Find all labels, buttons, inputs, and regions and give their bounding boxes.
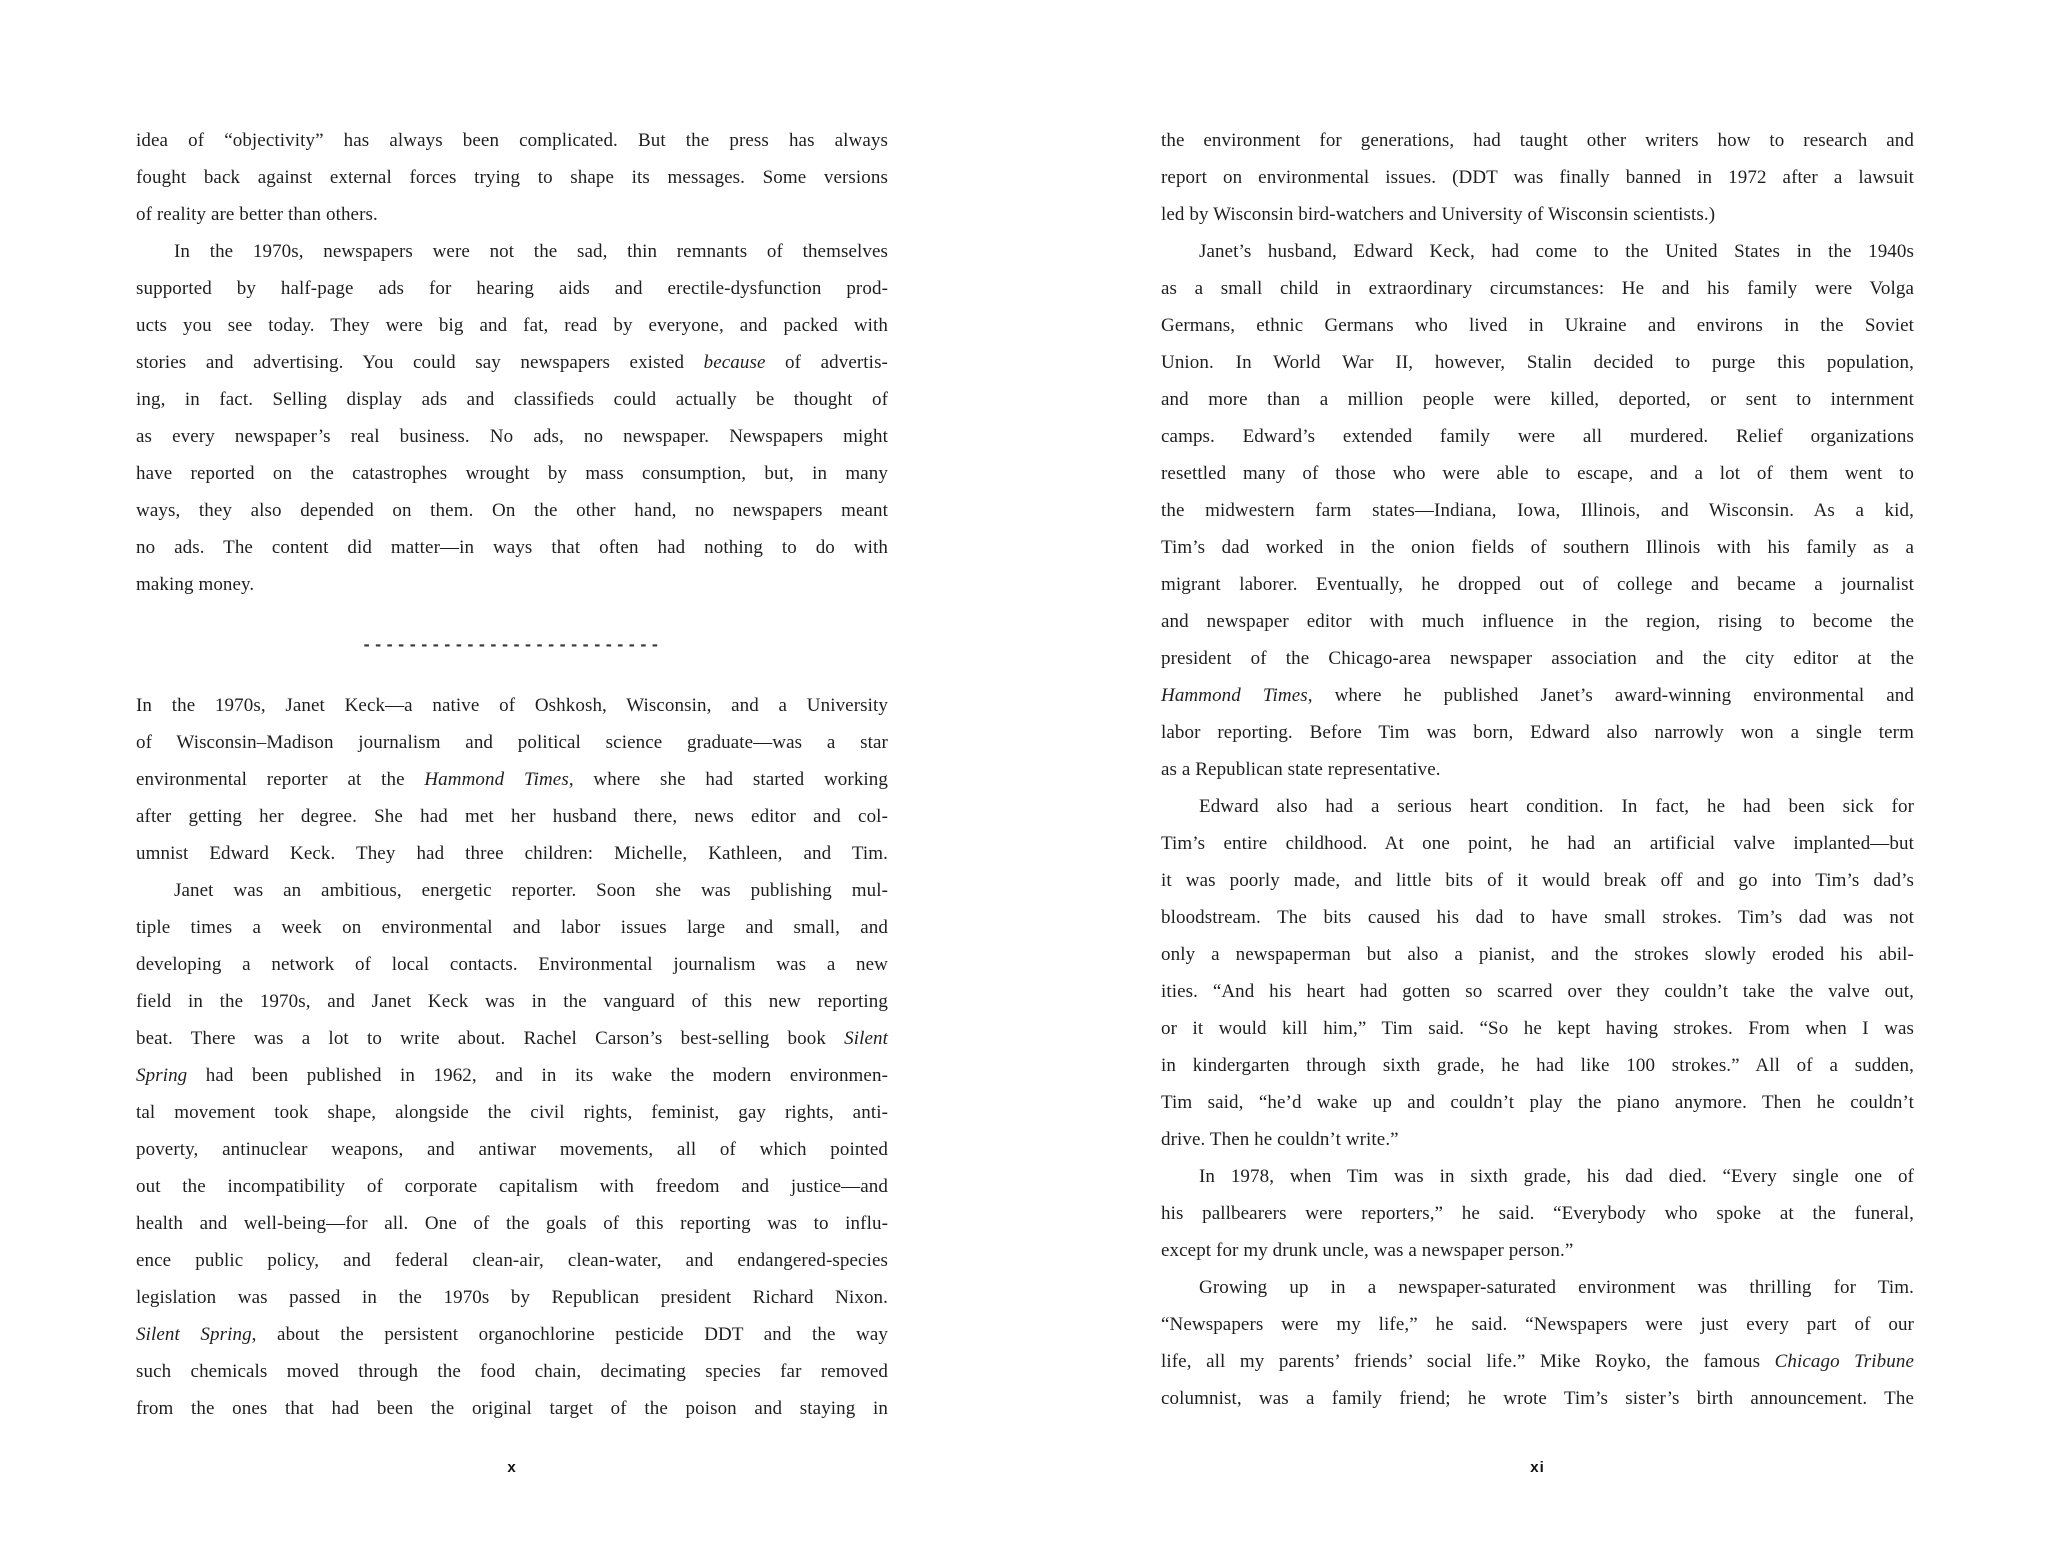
text-line [136, 418, 888, 455]
text-segment: , where he published Janet’s award-winning environmental and [1307, 685, 1915, 706]
text-segment: his pallbearers were reporters,” he said. “Everybody who spoke at the funeral, [1161, 1203, 1914, 1224]
text-segment: legislation was passed in the 1970s by Republican president Richard Nixon. [136, 1287, 888, 1308]
text-line [136, 344, 888, 381]
text-line [136, 687, 888, 724]
text-line [136, 1168, 888, 1205]
text-segment: except for my drunk uncle, was a newspaper person.” [1161, 1240, 1574, 1261]
text-segment: out the incompatibility of corporate capitalism with freedom and justice—and [136, 1176, 888, 1197]
text-line [1161, 714, 1914, 751]
text-line [1161, 1306, 1914, 1343]
text-line [1161, 788, 1914, 825]
paragraph [136, 122, 888, 233]
text-line [1161, 196, 1914, 233]
text-segment: field in the 1970s, and Janet Keck was in the vanguard of this new reporting [136, 991, 888, 1012]
italic-text-segment: Silent [844, 1028, 888, 1049]
text-segment: In the 1970s, Janet Keck—a native of Oshkosh, Wisconsin, and a University [136, 695, 888, 716]
text-segment: umnist Edward Keck. They had three children: Michelle, Kathleen, and Tim. [136, 843, 888, 864]
text-line [136, 1279, 888, 1316]
text-segment: Tim said, “he’d wake up and couldn’t play the piano anymore. Then he couldn’t [1161, 1092, 1914, 1113]
paragraph [136, 872, 888, 1427]
text-line [1161, 1047, 1914, 1084]
text-segment: ucts you see today. They were big and fat, read by everyone, and packed with [136, 315, 888, 336]
text-line [136, 566, 888, 603]
text-line [1161, 455, 1914, 492]
right-page-text-column [1161, 122, 1914, 1417]
text-segment: only a newspaperman but also a pianist, and the strokes slowly eroded his abil- [1161, 944, 1914, 965]
text-line [136, 1057, 888, 1094]
text-segment: life, all my parents’ friends’ social life.” Mike Royko, the famous [1161, 1351, 1775, 1372]
text-line [1161, 381, 1914, 418]
text-line [136, 270, 888, 307]
text-segment: president of the Chicago-area newspaper association and the city editor at the [1161, 648, 1914, 669]
text-segment: Tim’s dad worked in the onion fields of southern Illinois with his family as a [1161, 537, 1914, 558]
text-line [1161, 418, 1914, 455]
text-segment: such chemicals moved through the food chain, decimating species far removed [136, 1361, 888, 1382]
text-line [1161, 529, 1914, 566]
text-segment: beat. There was a lot to write about. Rachel Carson’s best-selling book [136, 1028, 845, 1049]
text-segment: no ads. The content did matter—in ways that often had nothing to do with [136, 537, 888, 558]
paragraph [1161, 1158, 1914, 1269]
text-line [1161, 1010, 1914, 1047]
text-segment: environmental reporter at the [136, 769, 425, 790]
text-segment: “Newspapers were my life,” he said. “Newspapers were just every part of our [1161, 1314, 1914, 1335]
text-line [136, 983, 888, 1020]
text-line [136, 1316, 888, 1353]
italic-text-segment: Silent Spring [136, 1324, 252, 1345]
text-line [136, 196, 888, 233]
text-segment: ways, they also depended on them. On the other hand, no newspapers meant [136, 500, 888, 521]
text-line [136, 492, 888, 529]
italic-text-segment: because [703, 352, 766, 373]
text-line [136, 307, 888, 344]
text-line [1161, 973, 1914, 1010]
text-line [136, 381, 888, 418]
text-segment: the midwestern farm states—Indiana, Iowa, Illinois, and Wisconsin. As a kid, [1161, 500, 1914, 521]
text-segment: as every newspaper’s real business. No ads, no newspaper. Newspapers might [136, 426, 888, 447]
text-segment: of Wisconsin–Madison journalism and political science graduate—was a star [136, 732, 888, 753]
page-number-left: x [507, 1459, 517, 1476]
text-segment: Edward also had a serious heart condition. In fact, he had been sick for [1199, 796, 1914, 817]
text-segment: ing, in fact. Selling display ads and classifieds could actually be thought of [136, 389, 888, 410]
text-segment: Tim’s entire childhood. At one point, he had an artificial valve implanted—but [1161, 833, 1914, 854]
text-segment: Germans, ethnic Germans who lived in Ukraine and environs in the Soviet [1161, 315, 1914, 336]
text-line [136, 122, 888, 159]
text-line [136, 1242, 888, 1279]
text-line [1161, 344, 1914, 381]
text-line [1161, 1121, 1914, 1158]
paragraph [1161, 122, 1914, 233]
text-segment: , about the persistent organochlorine pesticide DDT and the way [251, 1324, 888, 1345]
text-segment: Growing up in a newspaper-saturated environment was thrilling for Tim. [1199, 1277, 1914, 1298]
text-segment: columnist, was a family friend; he wrote Tim’s sister’s birth announcement. The [1161, 1388, 1914, 1409]
text-line [1161, 159, 1914, 196]
text-segment: had been published in 1962, and in its wake the modern environmen- [187, 1065, 888, 1086]
text-segment: tal movement took shape, alongside the civil rights, feminist, gay rights, anti- [136, 1102, 888, 1123]
text-line [1161, 1269, 1914, 1306]
text-line [136, 1205, 888, 1242]
text-segment: or it would kill him,” Tim said. “So he kept having strokes. From when I was [1161, 1018, 1914, 1039]
left-page-text-column [136, 122, 888, 1427]
italic-text-segment: Hammond Times [424, 769, 569, 790]
text-line [136, 909, 888, 946]
text-segment: labor reporting. Before Tim was born, Edward also narrowly won a single term [1161, 722, 1914, 743]
italic-text-segment: Chicago Tribune [1774, 1351, 1914, 1372]
text-line [1161, 640, 1914, 677]
text-segment: the environment for generations, had taught other writers how to research and [1161, 130, 1914, 151]
text-segment: poverty, antinuclear weapons, and antiwar movements, all of which pointed [136, 1139, 888, 1160]
text-segment: fought back against external forces trying to shape its messages. Some versions [136, 167, 888, 188]
paragraph [1161, 233, 1914, 788]
text-line [136, 872, 888, 909]
section-separator-marks: -------------------------- [362, 636, 662, 654]
text-segment: drive. Then he couldn’t write.” [1161, 1129, 1399, 1150]
text-segment: as a Republican state representative. [1161, 759, 1441, 780]
section-separator [136, 603, 888, 687]
text-line [1161, 862, 1914, 899]
text-segment: migrant laborer. Eventually, he dropped out of college and became a journalist [1161, 574, 1914, 595]
text-line [1161, 270, 1914, 307]
paragraph [1161, 1269, 1914, 1417]
text-line [1161, 1380, 1914, 1417]
text-line [136, 529, 888, 566]
italic-text-segment: Hammond Times [1161, 685, 1308, 706]
text-segment: health and well-being—for all. One of the goals of this reporting was to influ- [136, 1213, 888, 1234]
text-line [136, 159, 888, 196]
text-segment: ities. “And his heart had gotten so scarred over they couldn’t take the valve out, [1161, 981, 1914, 1002]
text-segment: have reported on the catastrophes wrought by mass consumption, but, in many [136, 463, 888, 484]
text-line [1161, 677, 1914, 714]
text-segment: of advertis- [765, 352, 888, 373]
text-line [136, 946, 888, 983]
text-segment: and newspaper editor with much influence in the region, rising to become the [1161, 611, 1914, 632]
text-segment: Union. In World War II, however, Stalin decided to purge this population, [1161, 352, 1914, 373]
text-line [136, 1390, 888, 1427]
text-segment: from the ones that had been the original target of the poison and staying in [136, 1398, 888, 1419]
text-line [1161, 751, 1914, 788]
text-segment: bloodstream. The bits caused his dad to have small strokes. Tim’s dad was not [1161, 907, 1914, 928]
text-segment: stories and advertising. You could say newspapers existed [136, 352, 704, 373]
text-line [1161, 1195, 1914, 1232]
italic-text-segment: Spring [136, 1065, 188, 1086]
page-number-right: xi [1530, 1459, 1545, 1476]
text-segment: of reality are better than others. [136, 204, 378, 225]
text-line [1161, 1232, 1914, 1269]
text-segment: tiple times a week on environmental and labor issues large and small, and [136, 917, 888, 938]
text-line [136, 1353, 888, 1390]
text-line [1161, 1158, 1914, 1195]
text-line [1161, 307, 1914, 344]
text-segment: as a small child in extraordinary circumstances: He and his family were Volga [1161, 278, 1914, 299]
text-line [1161, 603, 1914, 640]
text-line [1161, 492, 1914, 529]
text-segment: In the 1970s, newspapers were not the sad, thin remnants of themselves [174, 241, 888, 262]
text-segment: making money. [136, 574, 255, 595]
text-segment: in kindergarten through sixth grade, he had like 100 strokes.” All of a sudden, [1161, 1055, 1914, 1076]
text-segment: resettled many of those who were able to escape, and a lot of them went to [1161, 463, 1914, 484]
text-line [136, 1131, 888, 1168]
text-segment: Janet’s husband, Edward Keck, had come to the United States in the 1940s [1199, 241, 1914, 262]
text-line [1161, 825, 1914, 862]
text-line [136, 455, 888, 492]
text-segment: ence public policy, and federal clean-air, clean-water, and endangered-species [136, 1250, 888, 1271]
text-line [1161, 566, 1914, 603]
text-segment: and more than a million people were killed, deported, or sent to internment [1161, 389, 1914, 410]
text-line [136, 724, 888, 761]
text-line [136, 1020, 888, 1057]
text-segment: it was poorly made, and little bits of it would break off and go into Tim’s dad’s [1161, 870, 1914, 891]
text-segment: supported by half-page ads for hearing aids and erectile-dysfunction prod- [136, 278, 888, 299]
text-line [136, 761, 888, 798]
text-line [136, 798, 888, 835]
text-segment: developing a network of local contacts. Environmental journalism was a new [136, 954, 888, 975]
text-segment: In 1978, when Tim was in sixth grade, his dad died. “Every single one of [1199, 1166, 1914, 1187]
text-line [1161, 233, 1914, 270]
text-line [136, 1094, 888, 1131]
text-line [136, 835, 888, 872]
text-segment: after getting her degree. She had met her husband there, news editor and col- [136, 806, 888, 827]
text-line [1161, 936, 1914, 973]
text-segment: Janet was an ambitious, energetic reporter. Soon she was publishing mul- [174, 880, 888, 901]
text-line [1161, 1343, 1914, 1380]
paragraph [136, 233, 888, 603]
text-line [1161, 899, 1914, 936]
paragraph [1161, 788, 1914, 1158]
text-segment: report on environmental issues. (DDT was finally banned in 1972 after a lawsuit [1161, 167, 1914, 188]
text-segment: , where she had started working [568, 769, 889, 790]
text-line [136, 233, 888, 270]
text-line [1161, 122, 1914, 159]
text-line [1161, 1084, 1914, 1121]
paragraph [136, 687, 888, 872]
text-segment: camps. Edward’s extended family were all murdered. Relief organizations [1161, 426, 1914, 447]
text-segment: led by Wisconsin bird-watchers and University of Wisconsin scientists.) [1161, 204, 1716, 225]
text-segment: idea of “objectivity” has always been complicated. But the press has always [136, 130, 888, 151]
